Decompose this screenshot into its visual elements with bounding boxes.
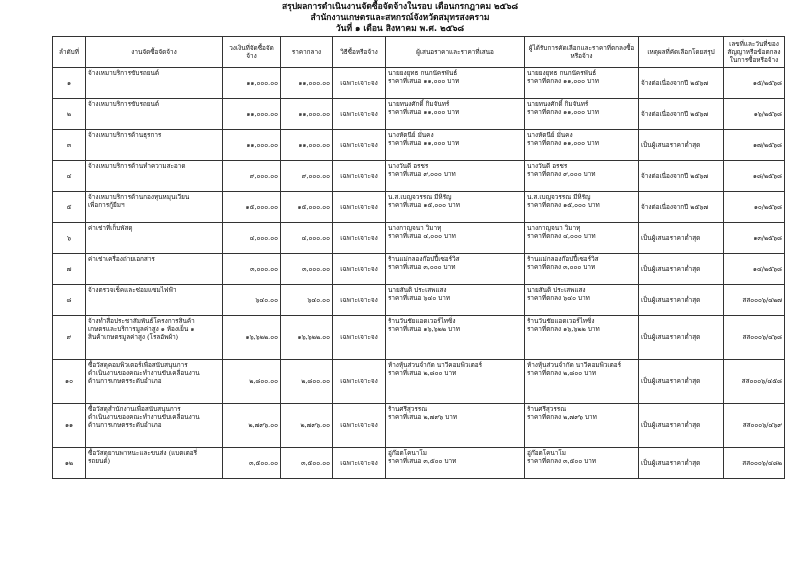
row-bidder-line: นายสันติ ประเสพแสง [388, 286, 447, 294]
row-number: ๗ [53, 254, 86, 285]
col-header-winner: ผู้ได้รับการคัดเลือกและราคาที่ตกลงซื้อหรือจ้าง [525, 37, 639, 68]
row-bidder [386, 285, 525, 316]
row-reason: เป็นผู้เสนอราคาต่ำสุด [639, 223, 724, 254]
row-bidder [386, 161, 525, 192]
row-budget: ๑๑,๐๐๐.๐๐ [223, 130, 281, 161]
row-winner-line: นางกาญจนา วิมาทุ [527, 224, 581, 232]
row-bidder [386, 223, 525, 254]
row-bidder-line: ราคาที่เสนอ ๓,๐๐๐ บาท [388, 263, 456, 272]
row-bidder-line: นางวันดี อรชร [388, 162, 429, 170]
row-winner [525, 192, 639, 223]
row-bidder-line: น.ส.เบญจวรรณ มีหิรัญ [388, 193, 452, 201]
row-winner-line: ราคาที่ตกลง ๔,๐๐๐ บาท [527, 232, 596, 241]
row-contract: ๑๖/๒๕๖๘ [724, 99, 785, 130]
row-bidder-line: ราคาที่เสนอ ๖๔๐ บาท [388, 294, 451, 303]
row-budget: ๑๑,๐๐๐.๐๐ [223, 68, 281, 99]
row-median-price: ๒,๗๙๖.๐๐ [281, 404, 333, 448]
row-bidder [386, 448, 525, 479]
row-item-line: สินค้าเกษตรมูลค่าสูง (โรลอัพผ้า) [88, 333, 179, 342]
col-header-no: ลำดับที่ [53, 37, 86, 68]
row-item [86, 223, 223, 254]
row-median-price: ๔,๐๐๐.๐๐ [281, 223, 333, 254]
row-winner-line: ราคาที่ตกลง ๑๖,๖๒๒ บาท [527, 325, 600, 334]
row-method: เฉพาะเจาะจง [333, 130, 386, 161]
row-item-line: ดำเนินงานของคณะทำงานขับเคลื่อนงาน [88, 369, 200, 378]
row-item-line: เพื่อการกู้ยืมฯ [88, 201, 125, 210]
row-contract: ๑๐/๒๕๖๘ [724, 192, 785, 223]
row-winner-line: ราคาที่ตกลง ๑๑,๐๐๐ บาท [527, 108, 599, 117]
row-bidder-line: ห้างหุ้นส่วนจำกัด นาวีคอมพิวเตอร์ [388, 361, 483, 369]
row-reason: จ้างต่อเนื่องจากปี ๒๕๖๗ [639, 68, 724, 99]
row-budget: ๓,๐๐๐.๐๐ [223, 254, 281, 285]
row-item-line: จ้างทำสื่อประชาสัมพันธ์โครงการสินค้า [88, 317, 195, 325]
row-bidder-line: ราคาที่เสนอ ๒,๗๙๖ บาท [388, 413, 458, 422]
row-budget: ๓,๕๐๐.๐๐ [223, 448, 281, 479]
row-winner-line: ราคาที่ตกลง ๑๕,๐๐๐ บาท [527, 201, 600, 210]
row-winner-line: ราคาที่ตกลง ๑๑,๐๐๐ บาท [527, 77, 599, 86]
row-median-price: ๒,๘๐๐.๐๐ [281, 360, 333, 404]
table-row [53, 223, 785, 254]
table-row [53, 130, 785, 161]
col-header-contract: เลขที่และวันที่ของสัญญาหรือข้อตกลงในการซื้อหรือจ้าง [724, 37, 785, 68]
row-number: ๓ [53, 130, 86, 161]
row-number: ๔ [53, 161, 86, 192]
row-reason: จ้างต่อเนื่องจากปี ๒๕๖๗ [639, 99, 724, 130]
row-reason: เป็นผู้เสนอราคาต่ำสุด [639, 285, 724, 316]
row-bidder-line: ราคาที่เสนอ ๑๑,๐๐๐ บาท [388, 139, 460, 148]
row-item [86, 254, 223, 285]
row-median-price: ๓,๐๐๐.๐๐ [281, 254, 333, 285]
row-contract: ๑๔/๒๕๖๘ [724, 254, 785, 285]
row-number: ๑๐ [53, 360, 86, 404]
row-method: เฉพาะเจาะจง [333, 68, 386, 99]
row-number: ๖ [53, 223, 86, 254]
row-winner-line: อู่ก๊อตโคนาโม [527, 449, 567, 457]
row-winner-line: ร้านวันชัยแอดเวอร์ไทซิ่ง [527, 317, 595, 325]
row-number: ๕ [53, 192, 86, 223]
row-bidder-line: นายทนงศักดิ์ กิมจันทร์ [388, 100, 450, 108]
row-item [86, 161, 223, 192]
table-row [53, 360, 785, 404]
row-method: เฉพาะเจาะจง [333, 316, 386, 360]
row-bidder [386, 192, 525, 223]
row-median-price: ๖๔๐.๐๐ [281, 285, 333, 316]
row-winner-line: นายสันติ ประเสพแสง [527, 286, 586, 294]
row-bidder-line: นายยงยุทธ กนกนัครพันธ์ [388, 69, 458, 77]
row-bidder-line: ราคาที่เสนอ ๑๕,๐๐๐ บาท [388, 201, 460, 210]
row-item-line: จ้างเหมาบริการด้านทำความสะอาด [88, 162, 186, 170]
row-winner-line: ราคาที่ตกลง ๙,๐๐๐ บาท [527, 170, 596, 179]
row-contract: ๑๘/๒๕๖๘ [724, 161, 785, 192]
row-winner [525, 99, 639, 130]
row-contract: ๑๕/๒๕๖๘ [724, 68, 785, 99]
row-budget: ๖๔๐.๐๐ [223, 285, 281, 316]
row-winner-line: นางวันดี อรชร [527, 162, 568, 170]
row-item-line: ดำเนินงานของคณะทำงานขับเคลื่อนงาน [88, 413, 200, 422]
table-row [53, 99, 785, 130]
row-winner-line: ร้านศรีสุวรรณ [527, 405, 567, 413]
row-budget: ๑๕,๐๐๐.๐๐ [223, 192, 281, 223]
row-number: ๑ [53, 68, 86, 99]
row-number: ๘ [53, 285, 86, 316]
row-item-line: จ้างเหมาบริการขับรถยนต์ [88, 69, 160, 77]
row-number: ๒ [53, 99, 86, 130]
row-reason: จ้างต่อเนื่องจากปี ๒๕๖๗ [639, 192, 724, 223]
row-method: เฉพาะเจาะจง [333, 448, 386, 479]
col-header-reason: เหตุผลที่คัดเลือกโดยสรุป [639, 37, 724, 68]
table-row [53, 404, 785, 448]
row-winner-line: ราคาที่ตกลง ๓,๐๐๐ บาท [527, 263, 596, 272]
row-contract: สส๐๐๐๖/๔๕๘ [724, 360, 785, 404]
row-contract: สส๐๐๐๖/๔๘๒ [724, 448, 785, 479]
row-bidder [386, 254, 525, 285]
row-contract: สส๐๐๐๖/๔๒๗ [724, 285, 785, 316]
row-item [86, 404, 223, 448]
row-winner [525, 68, 639, 99]
row-winner-line: นายยงยุทธ กนกนัครพันธ์ [527, 69, 597, 77]
row-method: เฉพาะเจาะจง [333, 285, 386, 316]
row-bidder-line: ราคาที่เสนอ ๙,๐๐๐ บาท [388, 170, 456, 179]
row-item-line: จ้างเหมาบริการด้านกองทุนหมุนเวียน [88, 193, 190, 201]
row-method: เฉพาะเจาะจง [333, 404, 386, 448]
table-row [53, 192, 785, 223]
table-row [53, 161, 785, 192]
row-method: เฉพาะเจาะจง [333, 192, 386, 223]
table-row [53, 254, 785, 285]
table-row [53, 68, 785, 99]
row-reason: เป็นผู้เสนอราคาต่ำสุด [639, 254, 724, 285]
row-winner-line: ราคาที่ตกลง ๒,๘๐๐ บาท [527, 369, 597, 378]
row-contract: สส๐๐๐๖/๔๖๘ [724, 316, 785, 360]
row-median-price: ๑๑,๐๐๐.๐๐ [281, 68, 333, 99]
row-bidder-line: ราคาที่เสนอ ๒,๘๐๐ บาท [388, 369, 457, 378]
row-item-line: ด้านการเกษตรระดับอำเภอ [88, 421, 162, 430]
row-bidder [386, 360, 525, 404]
row-contract: ๑๗/๒๕๖๘ [724, 130, 785, 161]
row-budget: ๑๑,๐๐๐.๐๐ [223, 99, 281, 130]
row-winner [525, 316, 639, 360]
row-budget: ๒,๗๙๖.๐๐ [223, 404, 281, 448]
row-item [86, 130, 223, 161]
row-median-price: ๑๑,๐๐๐.๐๐ [281, 99, 333, 130]
row-winner [525, 223, 639, 254]
row-item-line: จ้างตรวจเช็คและซ่อมแซมไฟฟ้า [88, 286, 177, 294]
row-winner-line: ร้านแม่กลองก๊อปปี้เซอร์วิส [527, 255, 599, 263]
row-bidder-line: ราคาที่เสนอ ๑๑,๐๐๐ บาท [388, 77, 460, 86]
row-method: เฉพาะเจาะจง [333, 161, 386, 192]
row-reason: จ้างต่อเนื่องจากปี ๒๕๖๗ [639, 161, 724, 192]
row-bidder [386, 404, 525, 448]
row-item [86, 316, 223, 360]
row-winner-line: ราคาที่ตกลง ๓,๕๐๐ บาท [527, 457, 597, 466]
row-budget: ๑๖,๖๒๒.๐๐ [223, 316, 281, 360]
report-title: สรุปผลการดำเนินงานจัดซื้อจัดจ้างในรอบ เดือนกรกฎาคม ๒๕๖๘ [281, 2, 519, 12]
row-winner-line: นายทนงศักดิ์ กิมจันทร์ [527, 100, 589, 108]
row-method: เฉพาะเจาะจง [333, 360, 386, 404]
row-number: ๑๒ [53, 448, 86, 479]
table-row [53, 316, 785, 360]
row-item-line: ด้านการเกษตรระดับอำเภอ [88, 377, 162, 386]
row-median-price: ๙,๐๐๐.๐๐ [281, 161, 333, 192]
row-winner-line: ราคาที่ตกลง ๑๑,๐๐๐ บาท [527, 139, 599, 148]
col-header-budget: วงเงินที่จัดซื้อจัดจ้าง [223, 37, 281, 68]
row-winner-line: ราคาที่ตกลง ๖๔๐ บาท [527, 294, 590, 303]
col-header-bidder: ผู้เสนอราคาและราคาที่เสนอ [386, 37, 525, 68]
col-header-item: งานจัดซื้อจัดจ้าง [86, 37, 223, 68]
row-bidder [386, 316, 525, 360]
row-bidder-line: อู่ก๊อตโคนาโม [388, 449, 428, 457]
procurement-table [52, 36, 785, 479]
row-bidder-line: ราคาที่เสนอ ๓,๕๐๐ บาท [388, 457, 457, 466]
row-bidder-line: ร้านแม่กลองก๊อปปี้เซอร์วิส [388, 255, 460, 263]
row-item [86, 448, 223, 479]
row-method: เฉพาะเจาะจง [333, 99, 386, 130]
row-bidder-line: ราคาที่เสนอ ๑๑,๐๐๐ บาท [388, 108, 460, 117]
row-item-line: ซื้อวัสดุสำนักงานเพื่อสนับสนุนการ [88, 405, 181, 413]
row-winner [525, 404, 639, 448]
row-item-line: จ้างเหมาบริการขับรถยนต์ [88, 100, 160, 108]
row-item-line: ซื้อวัสดุคอมพิวเตอร์เพื่อสนับสนุนการ [88, 361, 188, 369]
table-row [53, 448, 785, 479]
col-header-median: ราคากลาง [281, 37, 333, 68]
row-median-price: ๑๕,๐๐๐.๐๐ [281, 192, 333, 223]
row-item-line: ค่าเช่าที่เก็บพัสดุ [88, 224, 133, 232]
row-bidder-line: นางหัตนีย์ มั่นคง [388, 131, 434, 139]
row-median-price: ๓,๕๐๐.๐๐ [281, 448, 333, 479]
row-item-line: ซื้อวัสดุยานพาหนะและขนส่ง (แบตเตอรี่ [88, 449, 198, 457]
row-winner [525, 448, 639, 479]
row-winner-line: นางหัตนีย์ มั่นคง [527, 131, 573, 139]
row-reason: เป็นผู้เสนอราคาต่ำสุด [639, 130, 724, 161]
table-header-row [53, 37, 785, 68]
row-bidder [386, 68, 525, 99]
row-winner [525, 130, 639, 161]
row-reason: เป็นผู้เสนอราคาต่ำสุด [639, 360, 724, 404]
row-budget: ๙,๐๐๐.๐๐ [223, 161, 281, 192]
row-reason: เป็นผู้เสนอราคาต่ำสุด [639, 448, 724, 479]
row-item [86, 285, 223, 316]
report-date: วันที่ ๑ เดือน สิงหาคม พ.ศ. ๒๕๖๘ [335, 24, 465, 34]
row-number: ๑๑ [53, 404, 86, 448]
row-bidder-line: ราคาที่เสนอ ๔,๐๐๐ บาท [388, 232, 456, 241]
row-bidder-line: ร้านวันชัยแอดเวอร์ไทซิ่ง [388, 317, 456, 325]
row-item [86, 192, 223, 223]
table-row [53, 285, 785, 316]
row-reason: เป็นผู้เสนอราคาต่ำสุด [639, 404, 724, 448]
row-budget: ๒,๘๐๐.๐๐ [223, 360, 281, 404]
col-header-method: วิธีซื้อหรือจ้าง [333, 37, 386, 68]
row-winner [525, 161, 639, 192]
row-number: ๙ [53, 316, 86, 360]
row-item-line: รถยนต์) [88, 457, 111, 466]
row-winner [525, 254, 639, 285]
row-median-price: ๑๖,๖๒๒.๐๐ [281, 316, 333, 360]
row-bidder [386, 99, 525, 130]
row-contract: สส๐๐๐๖/๔๖๙ [724, 404, 785, 448]
row-method: เฉพาะเจาะจง [333, 254, 386, 285]
row-bidder-line: ร้านศรีสุวรรณ [388, 405, 428, 413]
row-item-line: จ้างเหมาบริการด้านธุรการ [88, 131, 162, 139]
row-item-line: เกษตรและบริการมูลค่าสูง ๑ ห้องเย็น ๑ [88, 325, 195, 334]
row-winner-line: น.ส.เบญจวรรณ มีหิรัญ [527, 193, 591, 201]
row-bidder [386, 130, 525, 161]
row-winner-line: ราคาที่ตกลง ๒,๗๙๖ บาท [527, 413, 597, 422]
row-winner [525, 285, 639, 316]
row-method: เฉพาะเจาะจง [333, 223, 386, 254]
row-reason: เป็นผู้เสนอราคาต่ำสุด [639, 316, 724, 360]
row-item-line: ค่าเช่าเครื่องถ่ายเอกสาร [88, 255, 155, 263]
row-winner [525, 360, 639, 404]
row-bidder-line: ราคาที่เสนอ ๑๖,๖๒๒ บาท [388, 325, 460, 334]
row-budget: ๔,๐๐๐.๐๐ [223, 223, 281, 254]
row-contract: ๑๓/๒๕๖๘ [724, 223, 785, 254]
row-item [86, 360, 223, 404]
row-item [86, 68, 223, 99]
agency-name: สำนักงานเกษตรและสหกรณ์จังหวัดสมุทรสงคราม [310, 13, 490, 23]
row-winner-line: ห้างหุ้นส่วนจำกัด นาวีคอมพิวเตอร์ [527, 361, 622, 369]
row-median-price: ๑๑,๐๐๐.๐๐ [281, 130, 333, 161]
row-bidder-line: นางกาญจนา วิมาทุ [388, 224, 442, 232]
row-item [86, 99, 223, 130]
